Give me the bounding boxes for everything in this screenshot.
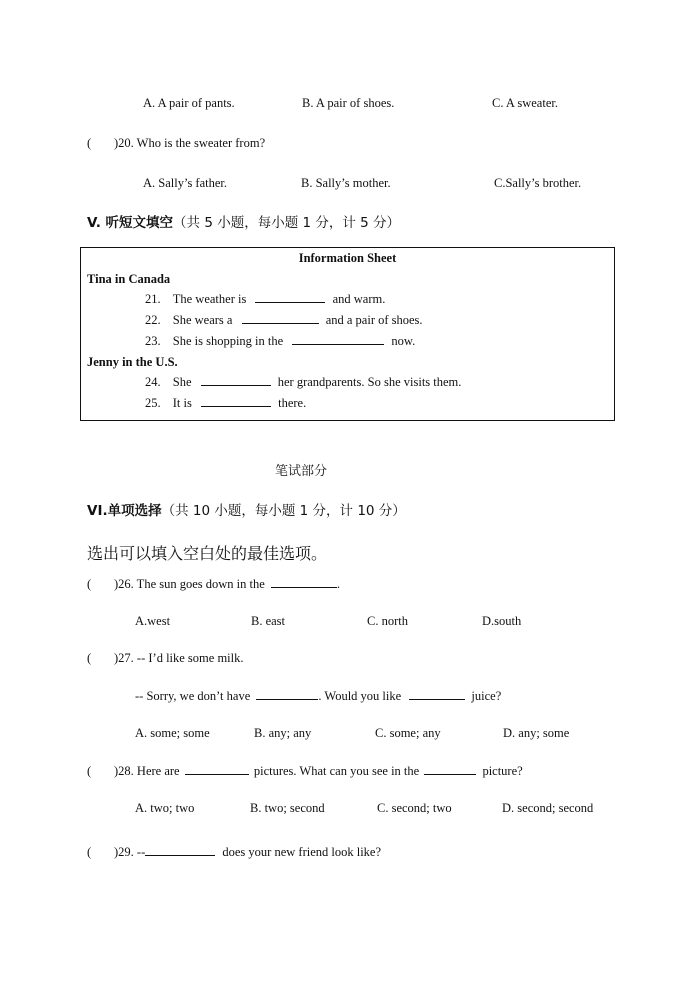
answer-blank[interactable] bbox=[201, 374, 271, 386]
info-group-jenny: Jenny in the U.S. bbox=[87, 355, 178, 369]
q28-paren: ( bbox=[87, 764, 92, 778]
q19-option-a: A. A pair of pants. bbox=[143, 96, 235, 110]
section5-note: （共 5 小题，每小题 1 分，计 5 分） bbox=[173, 215, 401, 231]
info-item-22 bbox=[145, 312, 423, 328]
q28-option-a: A. two; two bbox=[135, 801, 195, 815]
answer-blank[interactable] bbox=[256, 688, 318, 700]
info-group-tina: Tina in Canada bbox=[87, 272, 171, 286]
answer-blank[interactable] bbox=[255, 291, 325, 303]
q19-option-b: B. A pair of shoes. bbox=[302, 96, 395, 110]
item-text: She is shopping in the bbox=[172, 334, 284, 348]
q26-option-d: D.south bbox=[482, 614, 522, 628]
item-number: 22. bbox=[145, 313, 161, 327]
q26-end: . bbox=[336, 577, 341, 591]
info-item-21 bbox=[145, 291, 385, 307]
section5-label: V. 听短文填空 bbox=[87, 215, 174, 231]
q29-end: does your new friend look like? bbox=[222, 845, 382, 859]
section6-label: VI.单项选择 bbox=[87, 503, 162, 519]
q28-line bbox=[114, 763, 523, 779]
section6-heading bbox=[87, 503, 406, 519]
item-number: 23. bbox=[145, 334, 161, 348]
q26-line bbox=[114, 576, 340, 592]
q26-option-b: B. east bbox=[251, 614, 286, 628]
item-text: It is bbox=[172, 396, 192, 410]
q28-option-c: C. second; two bbox=[377, 801, 452, 815]
info-sheet-title: Information Sheet bbox=[298, 251, 397, 265]
q20-stem: )20. Who is the sweater from? bbox=[114, 136, 266, 150]
q27-option-b: B. any; any bbox=[254, 726, 312, 740]
q20-option-b: B. Sally’s mother. bbox=[301, 176, 391, 190]
answer-blank[interactable] bbox=[271, 576, 337, 588]
q20-option-a: A. Sally’s father. bbox=[143, 176, 228, 190]
instruction: 选出可以填入空白处的最佳选项。 bbox=[87, 544, 328, 563]
section5-heading bbox=[87, 215, 400, 231]
item-text: The weather is bbox=[172, 292, 247, 306]
item-text: and a pair of shoes. bbox=[325, 313, 423, 327]
q26-paren: ( bbox=[87, 577, 92, 591]
item-text: her grandparents. So she visits them. bbox=[277, 375, 462, 389]
answer-blank[interactable] bbox=[242, 312, 319, 324]
q27-stem: )27. -- I’d like some milk. bbox=[114, 651, 244, 665]
q29-stem: )29. -- bbox=[114, 845, 146, 859]
q27-option-c: C. some; any bbox=[375, 726, 441, 740]
item-number: 21. bbox=[145, 292, 161, 306]
q26-option-c: C. north bbox=[367, 614, 408, 628]
info-item-25 bbox=[145, 395, 306, 411]
answer-blank[interactable] bbox=[185, 763, 249, 775]
q27-option-d: D. any; some bbox=[503, 726, 570, 740]
q19-option-c: C. A sweater. bbox=[492, 96, 558, 110]
q28-stem: )28. Here are bbox=[114, 764, 180, 778]
q27-line2-c: juice? bbox=[471, 689, 502, 703]
q26-stem: )26. The sun goes down in the bbox=[114, 577, 265, 591]
q29-line bbox=[114, 844, 381, 860]
q20-option-c: C.Sally’s brother. bbox=[494, 176, 582, 190]
q27-option-a: A. some; some bbox=[135, 726, 210, 740]
item-number: 25. bbox=[145, 396, 161, 410]
answer-blank[interactable] bbox=[201, 395, 271, 407]
section6-note: （共 10 小题，每小题 1 分，计 10 分） bbox=[161, 503, 406, 519]
q27-paren: ( bbox=[87, 651, 92, 665]
item-number: 24. bbox=[145, 375, 161, 389]
q20-paren: ( bbox=[87, 136, 92, 150]
q27-line2-b: . Would you like bbox=[318, 689, 402, 703]
q28-option-b: B. two; second bbox=[250, 801, 325, 815]
item-text: there. bbox=[278, 396, 307, 410]
answer-blank[interactable] bbox=[145, 844, 215, 856]
item-text: She bbox=[172, 375, 192, 389]
q26-option-a: A.west bbox=[135, 614, 171, 628]
item-text: She wears a bbox=[172, 313, 233, 327]
written-part-title: 笔试部分 bbox=[275, 464, 328, 479]
info-item-24 bbox=[145, 374, 461, 390]
item-text: now. bbox=[391, 334, 416, 348]
answer-blank[interactable] bbox=[292, 333, 384, 345]
answer-blank[interactable] bbox=[424, 763, 476, 775]
q28-mid: pictures. What can you see in the bbox=[253, 764, 420, 778]
q27-line2-a: -- Sorry, we don’t have bbox=[135, 689, 251, 703]
q28-end: picture? bbox=[482, 764, 523, 778]
q29-paren: ( bbox=[87, 845, 92, 859]
info-item-23 bbox=[145, 333, 415, 349]
item-text: and warm. bbox=[332, 292, 386, 306]
answer-blank[interactable] bbox=[409, 688, 465, 700]
q27-line2 bbox=[135, 688, 501, 704]
q28-option-d: D. second; second bbox=[502, 801, 594, 815]
